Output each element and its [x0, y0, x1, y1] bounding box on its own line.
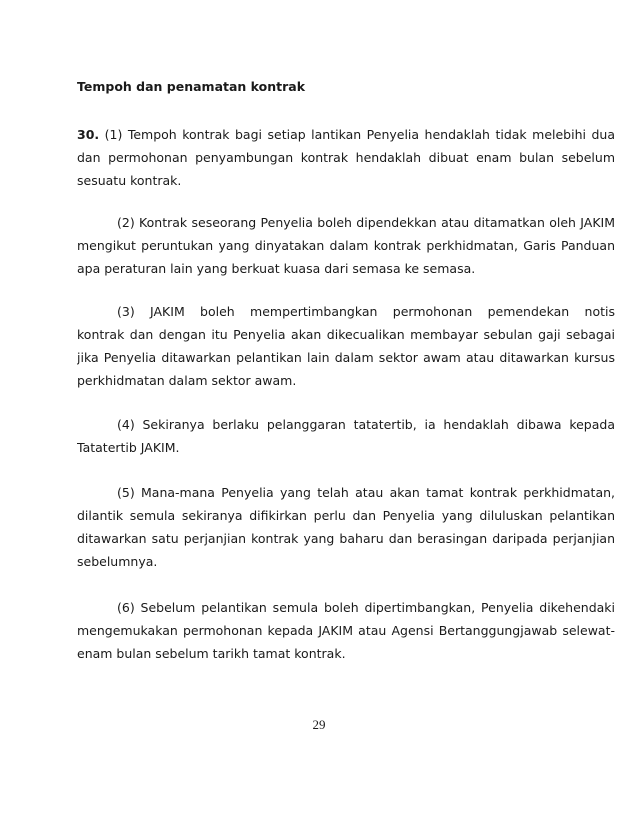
paragraph-30-2: [77, 211, 615, 280]
paragraph-line: sebelumnya.: [77, 554, 158, 569]
paragraph-line: Tatatertib JAKIM.: [77, 440, 180, 455]
paragraph-30-4: [77, 413, 615, 459]
paragraph-line: mengikut peruntukan yang dinyatakan dalam kontrak perkhidmatan, Garis Panduan: [77, 238, 615, 253]
paragraph-line: (4) Sekiranya berlaku pelanggaran tatatertib, ia hendaklah dibawa kepada: [117, 417, 615, 432]
paragraph-line: (3) JAKIM boleh mempertimbangkan permohonan pemendekan notis: [117, 304, 615, 319]
paragraph-30-1: [77, 123, 615, 192]
section-heading: Tempoh dan penamatan kontrak: [77, 79, 306, 94]
paragraph-line: dan permohonan penyambungan kontrak hendaklah dibuat enam bulan sebelum: [77, 150, 615, 165]
paragraph-30-6: [77, 596, 615, 665]
paragraph-line: (6) Sebelum pelantikan semula boleh dipertimbangkan, Penyelia dikehendaki: [117, 600, 615, 615]
paragraph-line: perkhidmatan dalam sektor awam.: [77, 373, 297, 388]
paragraph-line: ditawarkan satu perjanjian kontrak yang baharu dan berasingan daripada perjanjian: [77, 531, 615, 546]
paragraph-30-5: [77, 481, 615, 573]
paragraph-line: kontrak dan dengan itu Penyelia akan dikecualikan membayar sebulan gaji sebagai: [77, 327, 615, 342]
paragraph-line: jika Penyelia ditawarkan pelantikan lain dalam sektor awam atau ditawarkan kursus: [77, 350, 615, 365]
clause-number: 30.: [77, 127, 100, 142]
paragraph-line: apa peraturan lain yang berkuat kuasa dari semasa ke semasa.: [77, 261, 476, 276]
paragraph-line: sesuatu kontrak.: [77, 173, 182, 188]
page-number: 29: [312, 717, 326, 732]
paragraph-line: enam bulan sebelum tarikh tamat kontrak.: [77, 646, 346, 661]
paragraph-line: 30. (1) Tempoh kontrak bagi setiap lantikan Penyelia hendaklah tidak melebihi dua: [77, 127, 615, 142]
paragraph-30-3: [77, 300, 615, 392]
paragraph-line: mengemukakan permohonan kepada JAKIM atau Agensi Bertanggungjawab selewat-: [77, 623, 615, 638]
paragraph-line: dilantik semula sekiranya difikirkan perlu dan Penyelia yang diluluskan pelantikan: [77, 508, 615, 523]
paragraph-line: (2) Kontrak seseorang Penyelia boleh dipendekkan atau ditamatkan oleh JAKIM: [117, 215, 615, 230]
paragraph-line: (5) Mana-mana Penyelia yang telah atau akan tamat kontrak perkhidmatan,: [117, 485, 615, 500]
